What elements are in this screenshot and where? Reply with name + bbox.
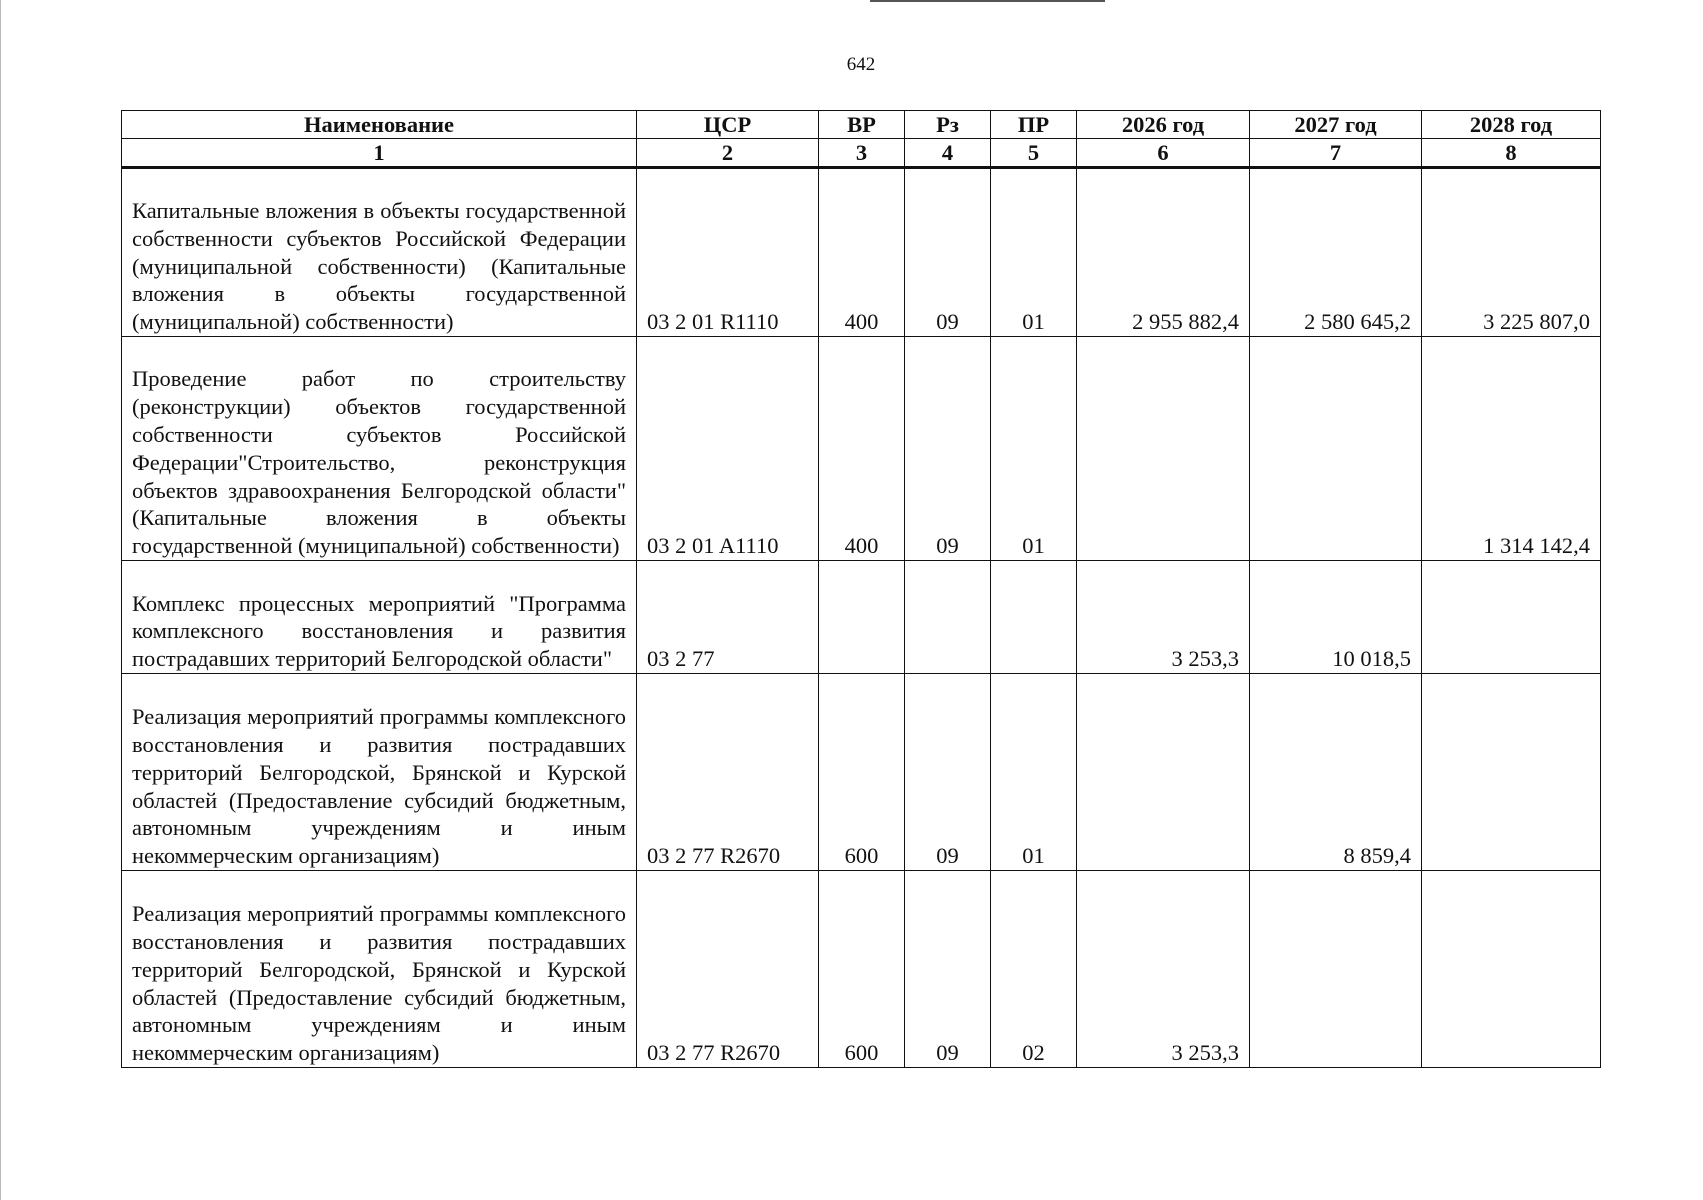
row-pr: 01 [991, 168, 1077, 337]
header-num-5: 5 [991, 139, 1077, 168]
table-row [122, 674, 1601, 871]
row-vr [819, 561, 905, 674]
header-vr: ВР [819, 111, 905, 139]
header-num-8: 8 [1422, 139, 1601, 168]
row-2026: 3 253,3 [1077, 561, 1250, 674]
row-name: Реализация мероприятий программы комплексного восстановления и развития пострадавших территорий Белгородской, Брянской и Курской областей (Предоставление субсидий бюджетным, автономным учреждениям и иным некоммерческим организациям) [122, 871, 637, 1068]
row-2027: 10 018,5 [1250, 561, 1422, 674]
row-pr: 02 [991, 871, 1077, 1068]
row-name: Проведение работ по строительству (реконструкции) объектов государственной собственности субъектов Российской Федерации"Строительство, реконструкция объектов здравоохранения Белгородской области" (Капитальные вложения в объекты государственной (муниципальной) собственности) [122, 337, 637, 561]
row-2028: 1 314 142,4 [1422, 337, 1601, 561]
row-2027 [1250, 337, 1422, 561]
table-row [122, 337, 1601, 561]
row-csr: 03 2 77 R2670 [637, 674, 819, 871]
budget-table [121, 110, 1601, 1068]
header-num-1: 1 [122, 139, 637, 168]
header-num-6: 6 [1077, 139, 1250, 168]
header-labels-row [122, 111, 1601, 139]
row-rz: 09 [905, 337, 991, 561]
row-2026: 2 955 882,4 [1077, 168, 1250, 337]
row-2026 [1077, 674, 1250, 871]
header-2026: 2026 год [1077, 111, 1250, 139]
row-name: Капитальные вложения в объекты государственной собственности субъектов Российской Федерации (муниципальной собственности) (Капитальные вложения в объекты государственной (муниципальной) собственности) [122, 168, 637, 337]
row-rz: 09 [905, 674, 991, 871]
row-csr: 03 2 01 R1110 [637, 168, 819, 337]
table-body [122, 168, 1601, 1068]
scan-edge-left [0, 0, 1, 1200]
row-pr: 01 [991, 674, 1077, 871]
header-pr: ПР [991, 111, 1077, 139]
row-rz: 09 [905, 168, 991, 337]
page-number: 642 [846, 54, 876, 75]
row-2027: 2 580 645,2 [1250, 168, 1422, 337]
header-rz: Рз [905, 111, 991, 139]
row-vr: 600 [819, 871, 905, 1068]
row-2028 [1422, 871, 1601, 1068]
row-rz: 09 [905, 871, 991, 1068]
scan-edge-top [870, 0, 1105, 2]
row-csr: 03 2 01 A1110 [637, 337, 819, 561]
header-num-4: 4 [905, 139, 991, 168]
header-2027: 2027 год [1250, 111, 1422, 139]
header-2028: 2028 год [1422, 111, 1601, 139]
row-2026 [1077, 337, 1250, 561]
header-csr: ЦСР [637, 111, 819, 139]
row-2027: 8 859,4 [1250, 674, 1422, 871]
table-row [122, 561, 1601, 674]
row-csr: 03 2 77 R2670 [637, 871, 819, 1068]
table-row [122, 871, 1601, 1068]
row-vr: 400 [819, 337, 905, 561]
header-numbers-row [122, 139, 1601, 168]
row-2027 [1250, 871, 1422, 1068]
header-name: Наименование [122, 111, 637, 139]
row-pr [991, 561, 1077, 674]
header-num-3: 3 [819, 139, 905, 168]
header-num-7: 7 [1250, 139, 1422, 168]
row-name: Комплекс процессных мероприятий "Программа комплексного восстановления и развития пострадавших территорий Белгородской области" [122, 561, 637, 674]
row-pr: 01 [991, 337, 1077, 561]
row-2028 [1422, 561, 1601, 674]
row-2028: 3 225 807,0 [1422, 168, 1601, 337]
row-vr: 400 [819, 168, 905, 337]
row-name: Реализация мероприятий программы комплексного восстановления и развития пострадавших территорий Белгородской, Брянской и Курской областей (Предоставление субсидий бюджетным, автономным учреждениям и иным некоммерческим организациям) [122, 674, 637, 871]
row-rz [905, 561, 991, 674]
table-row [122, 168, 1601, 337]
table-header [122, 111, 1601, 168]
row-csr: 03 2 77 [637, 561, 819, 674]
row-vr: 600 [819, 674, 905, 871]
row-2028 [1422, 674, 1601, 871]
header-num-2: 2 [637, 139, 819, 168]
row-2026: 3 253,3 [1077, 871, 1250, 1068]
